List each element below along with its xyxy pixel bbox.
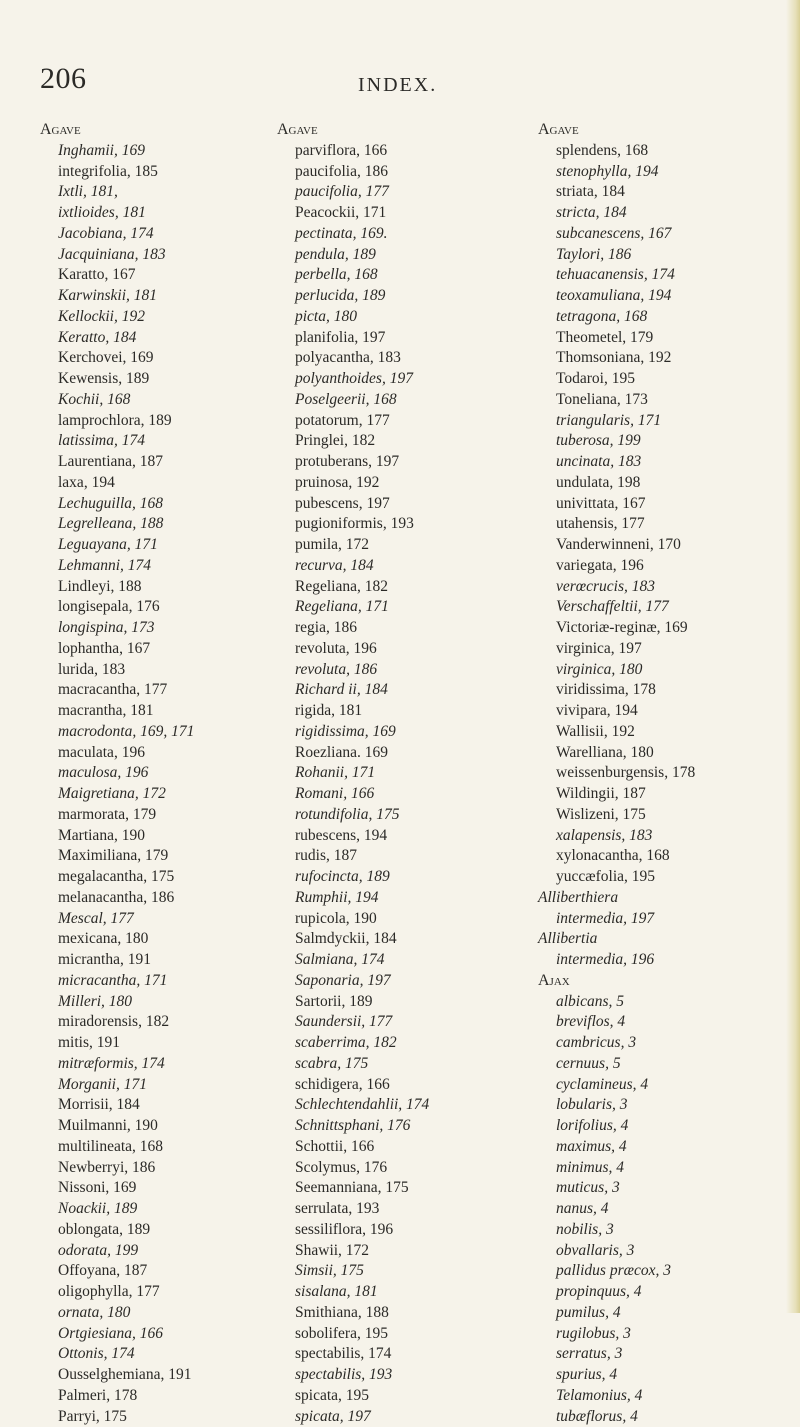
index-entry: Muilmanni, 190	[40, 1116, 270, 1137]
index-entry: Lindleyi, 188	[40, 577, 270, 598]
index-entry: cernuus, 5	[538, 1054, 768, 1075]
index-entry: Lechuguilla, 168	[40, 494, 270, 515]
index-entry: Smithiana, 188	[277, 1303, 507, 1324]
index-entry: Poselgeerii, 168	[277, 390, 507, 411]
index-entry: Victoriæ-reginæ, 169	[538, 618, 768, 639]
index-entry: mitis, 191	[40, 1033, 270, 1054]
index-entry: pumilus, 4	[538, 1303, 768, 1324]
index-entry: latissima, 174	[40, 431, 270, 452]
index-entry: maculata, 196	[40, 743, 270, 764]
index-entry: regia, 186	[277, 618, 507, 639]
index-entry: Leguayana, 171	[40, 535, 270, 556]
index-entry: Toneliana, 173	[538, 390, 768, 411]
index-entry: Warelliana, 180	[538, 743, 768, 764]
index-genus-heading: Agave	[538, 120, 768, 141]
index-entry: Schlechtendahlii, 174	[277, 1095, 507, 1116]
index-entry: tuberosa, 199	[538, 431, 768, 452]
index-entry: Maximiliana, 179	[40, 846, 270, 867]
index-entry: revoluta, 186	[277, 660, 507, 681]
index-entry: univittata, 167	[538, 494, 768, 515]
index-entry: Seemanniana, 175	[277, 1178, 507, 1199]
index-entry: lobularis, 3	[538, 1095, 768, 1116]
index-entry: pallidus præcox, 3	[538, 1261, 768, 1282]
index-entry: rubescens, 194	[277, 826, 507, 847]
index-entry: pugioniformis, 193	[277, 514, 507, 535]
index-entry: pruinosa, 192	[277, 473, 507, 494]
index-entry: picta, 180	[277, 307, 507, 328]
index-entry: nobilis, 3	[538, 1220, 768, 1241]
index-entry: rudis, 187	[277, 846, 507, 867]
index-entry: Laurentiana, 187	[40, 452, 270, 473]
index-entry: rugilobus, 3	[538, 1324, 768, 1345]
index-entry: propinquus, 4	[538, 1282, 768, 1303]
index-entry: integrifolia, 185	[40, 162, 270, 183]
index-entry: Karwinskii, 181	[40, 286, 270, 307]
index-entry: Lehmanni, 174	[40, 556, 270, 577]
index-entry: stenophylla, 194	[538, 162, 768, 183]
index-entry: parviflora, 166	[277, 141, 507, 162]
index-entry: spurius, 4	[538, 1365, 768, 1386]
index-entry: Offoyana, 187	[40, 1261, 270, 1282]
page-number: 206	[40, 62, 87, 96]
index-entry: macrodonta, 169, 171	[40, 722, 270, 743]
index-entry: maculosa, 196	[40, 763, 270, 784]
index-entry: longisepala, 176	[40, 597, 270, 618]
index-entry: Milleri, 180	[40, 992, 270, 1013]
index-entry: rigida, 181	[277, 701, 507, 722]
index-entry: teoxamuliana, 194	[538, 286, 768, 307]
index-entry: Theometel, 179	[538, 328, 768, 349]
index-entry: Mescal, 177	[40, 909, 270, 930]
index-entry: oligophylla, 177	[40, 1282, 270, 1303]
index-entry: planifolia, 197	[277, 328, 507, 349]
index-entry: subcanescens, 167	[538, 224, 768, 245]
index-entry: breviflos, 4	[538, 1012, 768, 1033]
index-entry: Richard ii, 184	[277, 680, 507, 701]
index-entry: Inghamii, 169	[40, 141, 270, 162]
index-entry: revoluta, 196	[277, 639, 507, 660]
index-entry: pubescens, 197	[277, 494, 507, 515]
index-entry: striata, 184	[538, 182, 768, 203]
index-entry: yuccæfolia, 195	[538, 867, 768, 888]
index-entry: multilineata, 168	[40, 1137, 270, 1158]
index-entry: Roezliana. 169	[277, 743, 507, 764]
index-entry: maximus, 4	[538, 1137, 768, 1158]
page-edge-shading	[786, 0, 800, 1313]
index-entry: rigidissima, 169	[277, 722, 507, 743]
index-entry: longispina, 173	[40, 618, 270, 639]
index-entry: Ortgiesiana, 166	[40, 1324, 270, 1345]
index-entry: Shawii, 172	[277, 1241, 507, 1262]
index-entry: spicata, 197	[277, 1407, 507, 1427]
index-entry: utahensis, 177	[538, 514, 768, 535]
index-entry: Morrisii, 184	[40, 1095, 270, 1116]
index-entry: tehuacanensis, 174	[538, 265, 768, 286]
index-entry: oblongata, 189	[40, 1220, 270, 1241]
index-entry: Sartorii, 189	[277, 992, 507, 1013]
index-entry: sobolifera, 195	[277, 1324, 507, 1345]
index-column-2	[277, 120, 507, 1427]
index-entry: Ottonis, 174	[40, 1344, 270, 1365]
index-column-3	[538, 120, 768, 1427]
index-entry: lorifolius, 4	[538, 1116, 768, 1137]
index-entry: Wislizeni, 175	[538, 805, 768, 826]
index-entry: Salmiana, 174	[277, 950, 507, 971]
index-entry: intermedia, 196	[538, 950, 768, 971]
index-entry: Romani, 166	[277, 784, 507, 805]
index-genus-heading: Alliberthiera	[538, 888, 768, 909]
index-entry: cambricus, 3	[538, 1033, 768, 1054]
index-entry: Thomsoniana, 192	[538, 348, 768, 369]
index-entry: Rumphii, 194	[277, 888, 507, 909]
index-entry: melanacantha, 186	[40, 888, 270, 909]
index-entry: marmorata, 179	[40, 805, 270, 826]
index-entry: rufocincta, 189	[277, 867, 507, 888]
index-entry: pumila, 172	[277, 535, 507, 556]
index-entry: lurida, 183	[40, 660, 270, 681]
index-entry: schidigera, 166	[277, 1075, 507, 1096]
index-entry: Kewensis, 189	[40, 369, 270, 390]
index-entry: Vanderwinneni, 170	[538, 535, 768, 556]
index-entry: obvallaris, 3	[538, 1241, 768, 1262]
index-entry: cyclamineus, 4	[538, 1075, 768, 1096]
index-entry: Saponaria, 197	[277, 971, 507, 992]
index-entry: muticus, 3	[538, 1178, 768, 1199]
index-entry: serratus, 3	[538, 1344, 768, 1365]
index-entry: megalacantha, 175	[40, 867, 270, 888]
index-entry: Wildingii, 187	[538, 784, 768, 805]
index-entry: ixtlioides, 181	[40, 203, 270, 224]
index-genus-heading: Ajax	[538, 971, 768, 992]
index-entry: weissenburgensis, 178	[538, 763, 768, 784]
index-genus-heading: Agave	[40, 120, 270, 141]
index-entry: Karatto, 167	[40, 265, 270, 286]
index-entry: Verschaffeltii, 177	[538, 597, 768, 618]
index-entry: Ixtli, 181,	[40, 182, 270, 203]
index-entry: undulata, 198	[538, 473, 768, 494]
index-entry: Regeliana, 182	[277, 577, 507, 598]
index-entry: triangularis, 171	[538, 411, 768, 432]
index-entry: spectabilis, 174	[277, 1344, 507, 1365]
index-entry: sessiliflora, 196	[277, 1220, 507, 1241]
index-entry: rupicola, 190	[277, 909, 507, 930]
index-entry: Simsii, 175	[277, 1261, 507, 1282]
index-entry: Peacockii, 171	[277, 203, 507, 224]
index-entry: stricta, 184	[538, 203, 768, 224]
index-entry: verœcrucis, 183	[538, 577, 768, 598]
index-entry: lamprochlora, 189	[40, 411, 270, 432]
index-entry: mitræformis, 174	[40, 1054, 270, 1075]
page-heading: INDEX.	[358, 74, 437, 97]
index-entry: micracantha, 171	[40, 971, 270, 992]
index-entry: Maigretiana, 172	[40, 784, 270, 805]
index-column-1	[40, 120, 270, 1427]
index-entry: Saundersii, 177	[277, 1012, 507, 1033]
index-entry: protuberans, 197	[277, 452, 507, 473]
index-entry: Telamonius, 4	[538, 1386, 768, 1407]
index-entry: Palmeri, 178	[40, 1386, 270, 1407]
index-genus-heading: Agave	[277, 120, 507, 141]
index-entry: virginica, 197	[538, 639, 768, 660]
index-entry: Taylori, 186	[538, 245, 768, 266]
index-entry: lophantha, 167	[40, 639, 270, 660]
index-entry: pendula, 189	[277, 245, 507, 266]
index-entry: viridissima, 178	[538, 680, 768, 701]
index-entry: perbella, 168	[277, 265, 507, 286]
index-entry: Morganii, 171	[40, 1075, 270, 1096]
index-entry: tubæflorus, 4	[538, 1407, 768, 1427]
index-entry: scabra, 175	[277, 1054, 507, 1075]
index-entry: splendens, 168	[538, 141, 768, 162]
index-entry: Parryi, 175	[40, 1407, 270, 1427]
index-entry: polyacantha, 183	[277, 348, 507, 369]
index-entry: Ousselghemiana, 191	[40, 1365, 270, 1386]
index-entry: xylonacantha, 168	[538, 846, 768, 867]
index-entry: rotundifolia, 175	[277, 805, 507, 826]
index-entry: macrantha, 181	[40, 701, 270, 722]
index-entry: variegata, 196	[538, 556, 768, 577]
index-entry: albicans, 5	[538, 992, 768, 1013]
index-entry: xalapensis, 183	[538, 826, 768, 847]
index-entry: mexicana, 180	[40, 929, 270, 950]
index-entry: recurva, 184	[277, 556, 507, 577]
index-entry: Jacquiniana, 183	[40, 245, 270, 266]
index-entry: polyanthoides, 197	[277, 369, 507, 390]
index-entry: perlucida, 189	[277, 286, 507, 307]
index-entry: Noackii, 189	[40, 1199, 270, 1220]
index-entry: Schottii, 166	[277, 1137, 507, 1158]
index-entry: nanus, 4	[538, 1199, 768, 1220]
index-entry: Legrelleana, 188	[40, 514, 270, 535]
index-entry: spectabilis, 193	[277, 1365, 507, 1386]
index-entry: paucifolia, 177	[277, 182, 507, 203]
index-entry: Wallisii, 192	[538, 722, 768, 743]
index-genus-heading: Allibertia	[538, 929, 768, 950]
index-entry: Scolymus, 176	[277, 1158, 507, 1179]
index-entry: Kerchovei, 169	[40, 348, 270, 369]
index-entry: sisalana, 181	[277, 1282, 507, 1303]
index-entry: ornata, 180	[40, 1303, 270, 1324]
index-entry: Schnittsphani, 176	[277, 1116, 507, 1137]
index-entry: tetragona, 168	[538, 307, 768, 328]
index-entry: virginica, 180	[538, 660, 768, 681]
index-entry: pectinata, 169.	[277, 224, 507, 245]
index-entry: laxa, 194	[40, 473, 270, 494]
index-entry: macracantha, 177	[40, 680, 270, 701]
index-entry: intermedia, 197	[538, 909, 768, 930]
index-entry: Pringlei, 182	[277, 431, 507, 452]
index-entry: Salmdyckii, 184	[277, 929, 507, 950]
index-entry: serrulata, 193	[277, 1199, 507, 1220]
index-entry: Jacobiana, 174	[40, 224, 270, 245]
index-entry: Newberryi, 186	[40, 1158, 270, 1179]
index-entry: Martiana, 190	[40, 826, 270, 847]
index-entry: Regeliana, 171	[277, 597, 507, 618]
index-entry: scaberrima, 182	[277, 1033, 507, 1054]
index-entry: micrantha, 191	[40, 950, 270, 971]
index-entry: paucifolia, 186	[277, 162, 507, 183]
index-entry: Todaroi, 195	[538, 369, 768, 390]
index-entry: miradorensis, 182	[40, 1012, 270, 1033]
index-entry: uncinata, 183	[538, 452, 768, 473]
index-entry: odorata, 199	[40, 1241, 270, 1262]
index-entry: Nissoni, 169	[40, 1178, 270, 1199]
index-entry: Rohanii, 171	[277, 763, 507, 784]
index-entry: minimus, 4	[538, 1158, 768, 1179]
index-entry: Kellockii, 192	[40, 307, 270, 328]
index-entry: spicata, 195	[277, 1386, 507, 1407]
index-entry: vivipara, 194	[538, 701, 768, 722]
index-entry: Kochii, 168	[40, 390, 270, 411]
index-entry: Keratto, 184	[40, 328, 270, 349]
index-entry: potatorum, 177	[277, 411, 507, 432]
